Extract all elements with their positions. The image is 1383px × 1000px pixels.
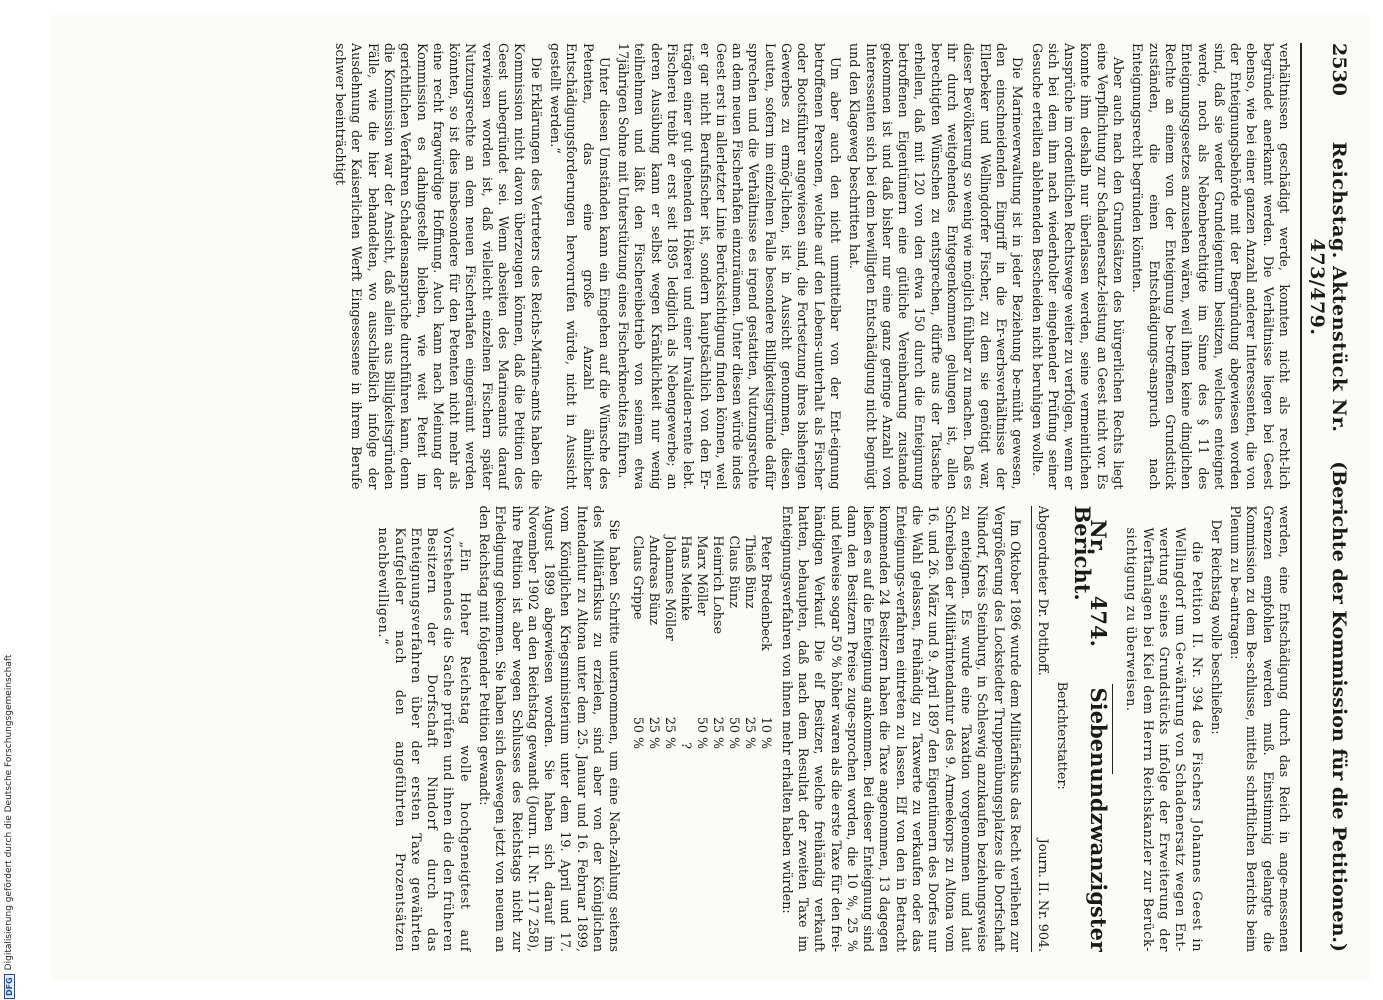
claimant-name: Peter Bredenbeck: [759, 535, 775, 651]
text-columns: [52, 43, 1292, 952]
table-row: [694, 536, 710, 756]
claim-percentage: 25 %: [647, 716, 663, 750]
claim-percentage: 50 %: [727, 716, 743, 750]
paragraph: Aber auch nach den Grundsätzen des bürgerlichen Rechts liegt eine Verpflichtung zur Schadenersatz-leistung an Geest nicht vor. Es konnte ihm deshalb nur überlassen werden, seine vermeintlichen Ansprüche im ordentlichen Rechtswege weiter zu verfolgen, wenn er sich bei dem ihm nach wiederholter eingehender Prüfung seiner Gesuche erteilten ablehnenden Bescheiden nicht beruhigen wollte.: [1029, 43, 1127, 490]
paragraph: Die Erklärungen des Vertreters des Reichs-Marine-amts haben die Kommission nicht davon überzeugen können, daß die Petition des Geest unbegründet sei. Wenn abseiten des Marineamts darauf verwiesen worden ist, daß vielleicht einzelnen Fischern später Nutzungsrechte an dem neuen Fischerhafen eingeräumt werden könnten, so ist dies insbesondere für den Petenten nicht mehr als eine recht fragwürdige Hoffnung. Auch kann nach Meinung der Kommission es dahingestellt bleiben, wie weit Petent im gerichtlichen Verfahren Schadensansprüche durchführen kann, denn die Kommission war der Ansicht, daß allein aus Billigkeitsgründen Fälle, wie die hier behandelten, wo ausschließlich infolge der Ausdehnung der Kaiserlichen Werft Eingesessene in ihrem Berufe schwer beeinträchtigt: [333, 43, 544, 490]
claim-percentage: 50 %: [631, 716, 647, 750]
paragraph: verhältnissen geschädigt werde, konnten nicht als recht-lich begründet anerkannt werden. Die Verhältnisse liegen bei Geest ebenso, wie bei einer ganzen Anzahl anderer Interessenten, die von der Enteignungsbehörde mit der Begründung abgewiesen worden sind, daß sie weder Grundeigentum besitzen, welches enteignet werde, noch als Nebenberechtigte im Sinne des § 11 des Enteignungsgesetzes anzusehen wären, weil ihnen keine dinglichen Rechte an einem von der Enteignung be-troffenen Grundstück zuständen, die einen Entschädigungs-anspruch nach Enteignungsrecht begründen könnten.: [1130, 43, 1292, 490]
claim-percentage: ?: [679, 742, 695, 750]
dfg-credit-line: [2, 604, 16, 999]
page-header: [1300, 43, 1350, 952]
paragraph: Um aber auch den nicht unmittelbar von der Ent-eignung betroffenen Personen, welche auf den Lebens-unterhalt als Fischer oder Bootsführer angewiesen sind, die Fortsetzung ihres bisherigen Gewerbes zu ermög-lichen, ist in Aussicht genommen, diesen Leuten, sofern im einzelnen Falle besondere Billigkeitsgründe dafür sprechen und die Verhältnisse es irgend gestatten, Nutzungsrechte an dem neuen Fischerhafen einzuräumen. Unter diesen würde indes Geest erst in allerletzter Linie Berücksichtigung finden können, weil er gar nicht Berufsfischer ist, sondern hauptsächlich von den Er-trägen einer gut gehenden Hökerei und einer Invaliden-rente lebt. Fischerei treibt er erst seit 1895 lediglich als Nebengewerbe; an deren Ausübung kann er selbst wegen Kränklichkeit nur wenig teilnehmen und läßt den Fischereibetrieb von seinem etwa 17jährigen Sohne mit Unterstützung eines Fischerknechtes führen.: [616, 43, 843, 490]
petition-quote: „Ein Hoher Reichstag wolle hochgeneigtest auf Vorstehendes die Sache prüfen und ihnen die den früheren Besitzern der Dorfschaft Nindorf durch das Enteignungsverfahren über der ersten Taxe gewährten Kaufgelder nach den angeführten Prozentsätzen nachbewilligen.“: [376, 527, 473, 952]
reporter-line: [1031, 506, 1051, 953]
table-row: [758, 536, 774, 756]
claim-percentage: 25 %: [711, 716, 727, 750]
paragraph: Unter diesen Umständen kann ein Eingehen auf die Wünsche des Petenten, das eine große Anzahl ähnlicher Entschädigungsforderungen hervorrufen würde, nicht in Aussicht gestellt werden.“: [547, 43, 612, 490]
claim-percentage: 10 %: [759, 716, 775, 750]
claimant-name: Johannes Möller: [663, 535, 679, 641]
table-row: [630, 536, 646, 756]
claimant-name: Thieß Bünz: [743, 535, 759, 609]
claimant-name: Heinrich Lohse: [711, 535, 727, 634]
motion-text: die Petition II. Nr. 394 des Fischers Johannes Geest in Wellingdorf um Ge-währung von Schadenersatz wegen Ent-wertung seines Grundstücks infolge der Erweiterung der Werftanlagen bei Kiel dem Herrn Reichskanzler zur Berück-sichtigung zu überweisen.: [1124, 527, 1205, 952]
section-title: Nr. 474. Siebenundzwanzigster Bericht.: [1069, 505, 1112, 952]
claim-percentage: 25 %: [663, 716, 679, 750]
claims-table: [630, 536, 774, 756]
table-row: [710, 536, 726, 756]
table-row: [662, 536, 678, 756]
claim-percentage: 50 %: [695, 716, 711, 750]
header-title: Reichstag. Aktenstück Nr. 473/479.: [1306, 141, 1350, 433]
left-column: [52, 43, 1292, 490]
paragraph: werden, eine Entschädigung durch das Reich in ange-messenen Grenzen empfohlen werden muß. Einstimmig gelangte die Kommission zu dem Be-schlusse, mittels schriftlichen Berichts beim Plenum zu be-antragen:: [1228, 505, 1292, 952]
scanned-page: [50, 15, 1370, 980]
claimant-name: Marx Möller: [695, 535, 711, 616]
journal-reference: Journ. II. Nr. 904.: [1036, 838, 1052, 952]
paragraph: Sie haben Schritte unternommen, um eine Nach-zahlung seitens des Militärfiskus zu erzielen, sind aber von der Königlichen Intendantur zu Altona unter dem 25. Januar und 16. Februar 1899, vom Königlichen Kriegsministerium unter dem 19. April und 17. August 1899 abgewiesen worden. Sie haben sich darauf im November 1902 an den Reichstag gewandt (Journ. II. Nr. 117 258), ihre Petition ist aber wegen Schlusses des Reichstags nicht zur Erledigung gekommen. Sie haben sich deswegen jetzt von neuem an den Reichstag mit folgender Petition gewandt:: [477, 505, 623, 952]
claimant-name: Claus Grippe: [631, 535, 647, 620]
claimant-name: Hans Meinke: [679, 535, 695, 621]
right-column: [52, 506, 1292, 953]
reporter-name: Abgeordneter Dr. Potthoff.: [1036, 505, 1052, 676]
page-number: 2530: [1328, 43, 1350, 96]
dfg-credit-text: Digitalisierung gefördert durch die Deutsche Forschungsgemeinschaft: [4, 654, 14, 971]
claimant-name: Andreas Bünz: [647, 535, 663, 625]
table-row: [742, 536, 758, 756]
table-row: [646, 536, 662, 756]
claim-percentage: 25 %: [743, 716, 759, 750]
reporter-label: Berichterstatter:: [1055, 681, 1071, 790]
motion-intro: Der Reichstag wolle beschließen:: [1208, 519, 1224, 735]
table-row: [726, 536, 742, 756]
header-section: (Berichte der Kommission für die Petitionen.): [1328, 461, 1350, 952]
paragraph: Die Marineverwaltung ist in jeder Beziehung be-müht gewesen, den einschneidenden Eingriff in die Er-werbsverhältnisse der Ellerbeker und Wellingdorfer Fischer, zu dem sie genötigt war, dieser Bevölkerung so wenig wie möglich fühlbar zu machen. Daß es ihr durch weitgehendes Entgegenkommen gelungen ist, allen berechtigten Wünschen zu entsprechen, dürfte aus der Tatsache erhellen, daß mit 120 von den etwa 150 durch die Enteignung betroffenen Eigentümern eine gütliche Vereinbarung zustande gekommen ist und daß bisher nur eine ganz geringe Anzahl von Interessenten sich bei dem bewilligten Entschädigung nicht begnügt und den Klageweg beschritten hat.: [847, 43, 1026, 490]
paragraph: Im Oktober 1896 wurde dem Militärfiskus das Recht verliehen zur Vergrößerung des Lockstedter Truppenübungsplatzes die Dorfschaft Nindorf, Kreis Steinburg, in Schleswig anzukaufen beziehungsweise zu enteignen. Es wurde eine Taxation vorgenommen und laut Schreiben der Militärintendantur des 9. Armeekorps zu Altona vom 16. und 26. März und 9. April 1897 den Eigentümern des Dorfes nur die Wahl gelassen, freihändig zu Taxwerte zu verkaufen oder das Enteignungs-verfahren eintreten zu lassen. Elf von den in Betracht kommenden 24 Besitzern haben die Taxe angenommen, 13 dagegen ließen es auf die Enteignung ankommen. Bei dieser Enteignung sind dann den Besitzern Preise zuge-sprochen worden, die 10 %, 25 % und teilweise sogar 50 % höher waren als die erste Taxe für den frei-händigen Verkauf. Die elf Besitzer, welche freihändig verkauft hatten, behaupten, daß nach dem Resultat der zweiten Taxe im Enteignungsverfahren von ihnen mehr erhalten haben würden:: [779, 505, 1023, 952]
claimant-name: Claus Bünz: [727, 535, 743, 608]
table-row: [678, 536, 694, 756]
divider: [1112, 684, 1113, 774]
dfg-logo-icon: DFG: [4, 974, 15, 999]
